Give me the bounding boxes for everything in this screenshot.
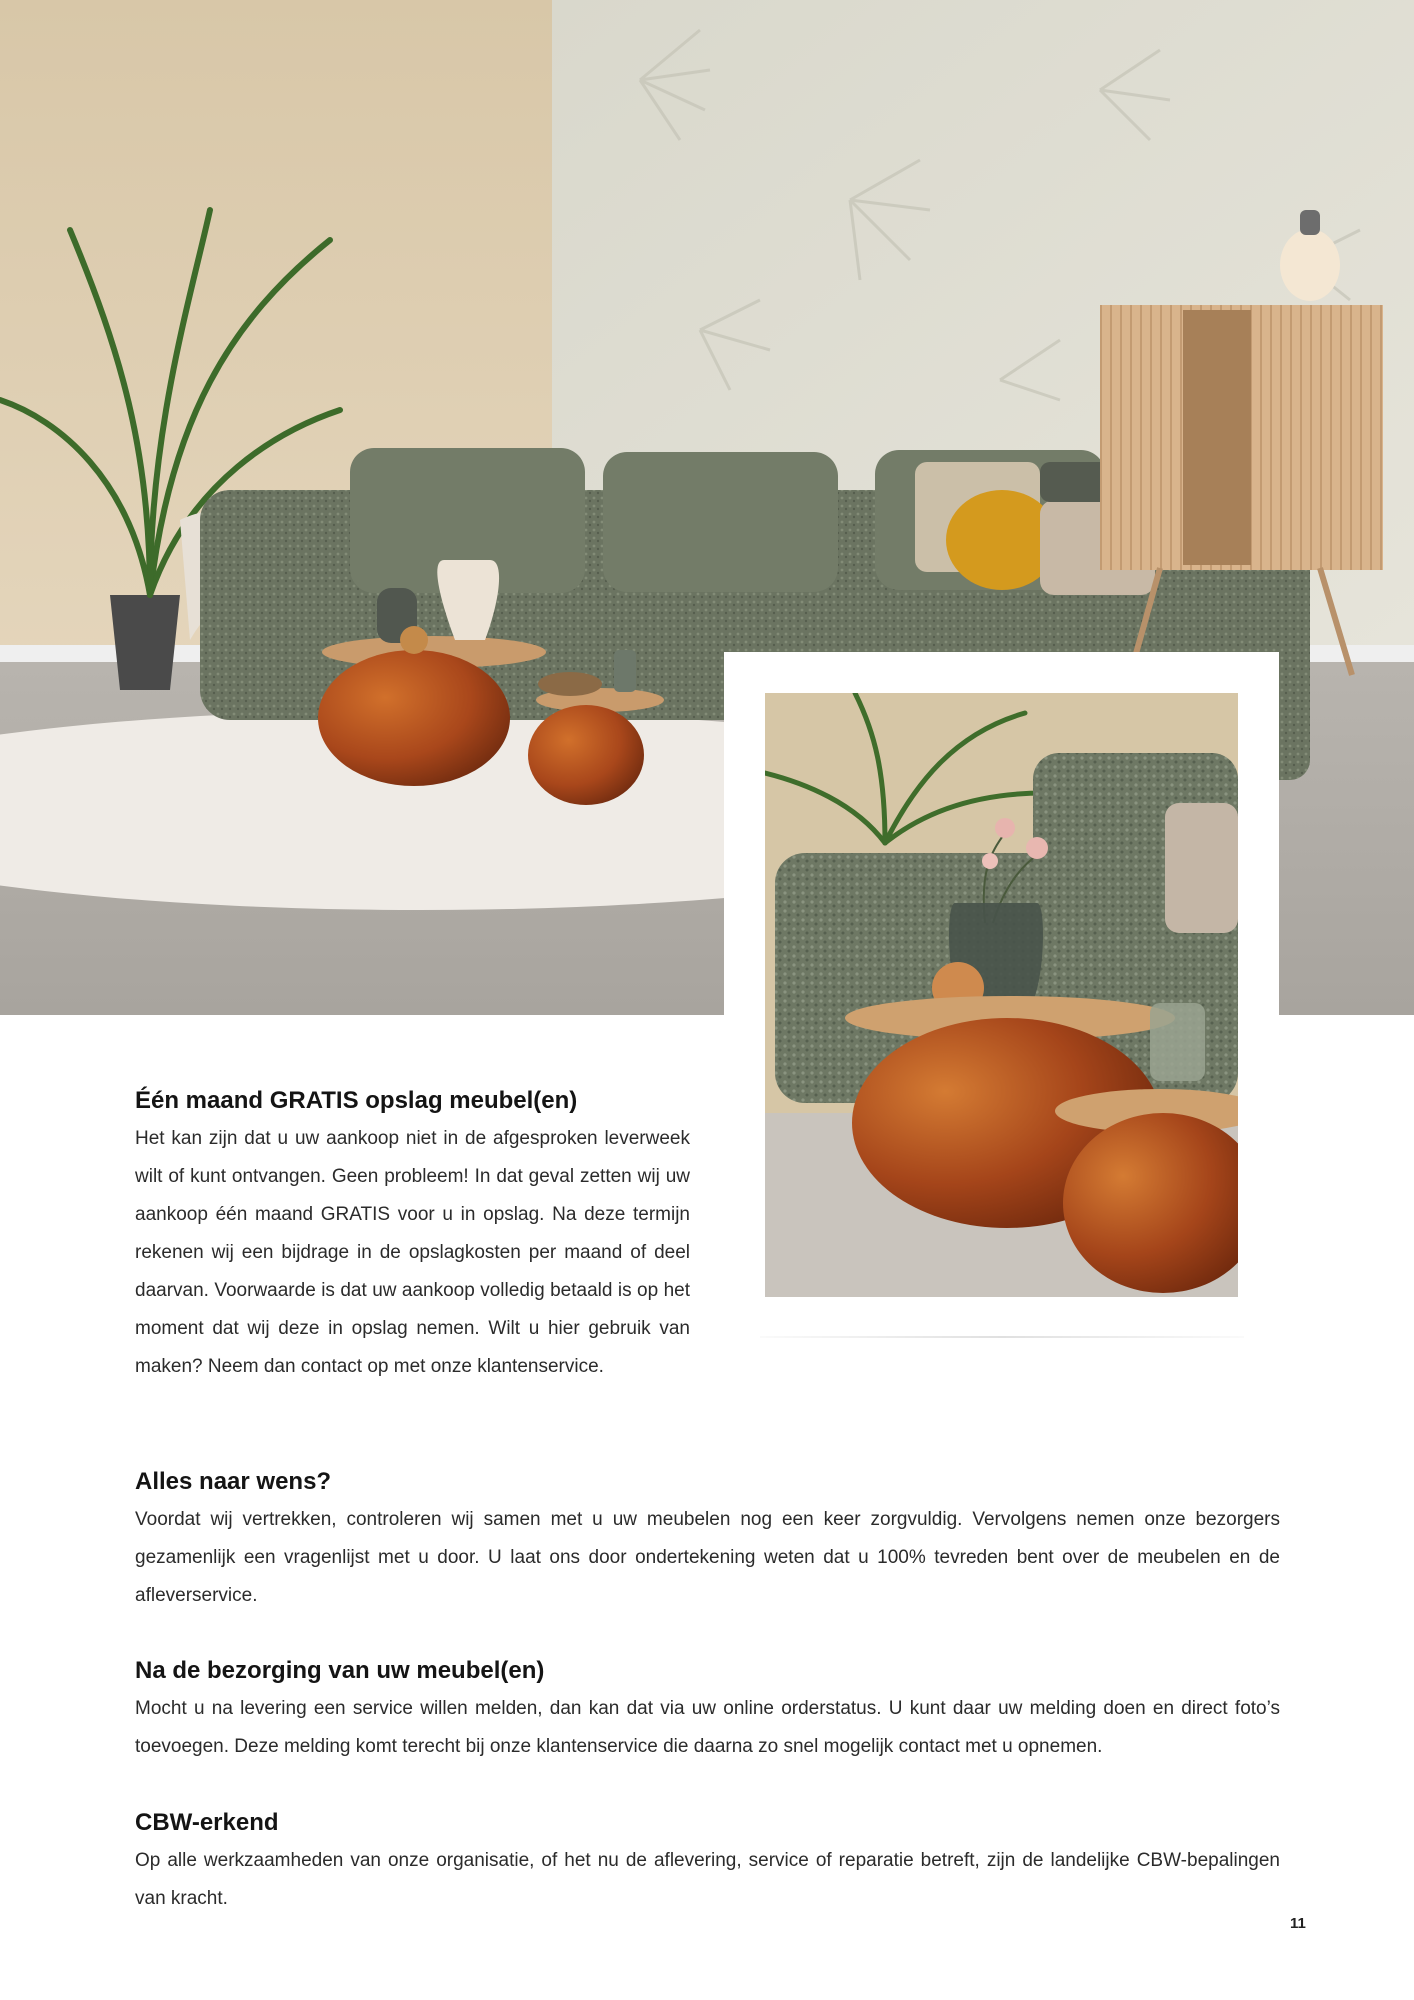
section-body: Voordat wij vertrekken, controleren wij samen met u uw meubelen nog een keer zorgvuldig. Vervolgens nemen onze bezorgers gezamenlijk een vragenlijst met u door. U laat ons door ondertekening weten dat u 100% tevreden bent over de meubelen en de afleverservice. xyxy=(135,1509,1280,1606)
section-satisfaction xyxy=(135,1467,1280,1615)
section-storage xyxy=(135,1086,690,1386)
section-heading: CBW-erkend xyxy=(135,1809,279,1836)
section-body: Mocht u na levering een service willen melden, dan kan dat via uw online orderstatus. U kunt daar uw melding doen en direct foto’s toevoegen. Deze melding komt terecht bij onze klantenservice die daarna zo snel mogelijk contact met u opnemen. xyxy=(135,1698,1280,1757)
section-body: Op alle werkzaamheden van onze organisatie, of het nu de aflevering, service of reparatie betreft, zijn de landelijke CBW-bepalingen van kracht. xyxy=(135,1850,1280,1909)
section-heading: Na de bezorging van uw meubel(en) xyxy=(135,1657,545,1684)
section-after-delivery xyxy=(135,1656,1280,1766)
section-heading: Alles naar wens? xyxy=(135,1468,332,1495)
section-cbw xyxy=(135,1808,1280,1918)
inset-photo xyxy=(765,693,1238,1297)
page-number: 11 xyxy=(1290,1915,1306,1932)
inset-shadow xyxy=(760,1336,1244,1338)
section-heading: Één maand GRATIS opslag meubel(en) xyxy=(135,1087,578,1114)
section-body: Het kan zijn dat u uw aankoop niet in de afgesproken leverweek wilt of kunt ontvangen. Geen probleem! In dat geval zetten wij uw aankoop één maand GRATIS voor u in opslag. Na deze termijn rekenen wij een bijdrage in de opslagkosten per maand of deel daarvan. Voorwaarde is dat uw aankoop volledig betaald is op het moment dat wij deze in opslag nemen. Wilt u hier gebruik van maken? Neem dan contact op met onze klantenservice. xyxy=(135,1128,690,1377)
